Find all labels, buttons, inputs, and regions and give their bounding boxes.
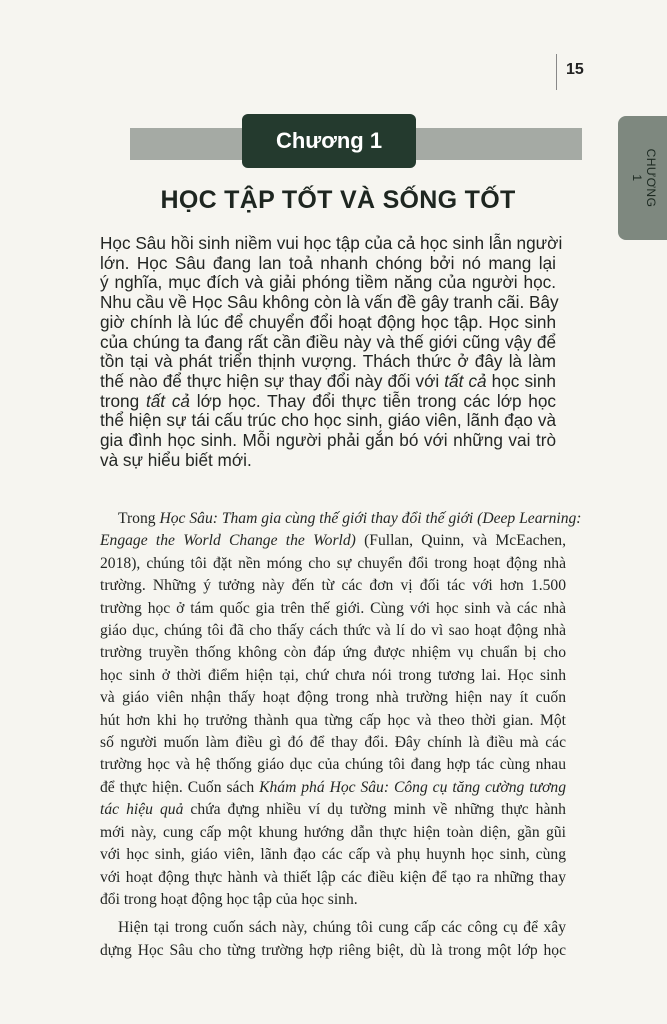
text-run: trường học ở tám quốc gia trên thế giới. Cùng với học sinh và các nhà [100, 599, 566, 617]
text-run: Hiện tại trong cuốn sách này, chúng tôi cung cấp các công cụ để xây [118, 919, 566, 937]
chapter-badge [242, 114, 416, 168]
text-run: thế nào để thực hiện sự thay đổi này đối với [100, 370, 445, 391]
text-line [100, 313, 556, 333]
text-run: chứa đựng nhiều ví dụ tường minh về những thực hành [183, 801, 566, 819]
header-divider [556, 54, 557, 90]
text-run: học sinh ở thời điểm hiện tại, chứ chưa nói trong tương lai. Học sinh [100, 666, 566, 684]
text-line [100, 710, 566, 732]
text-run: đổi trong hoạt động học tập của học sinh. [100, 890, 358, 908]
text-line [100, 799, 566, 821]
text-run: Nhu cầu về Học Sâu không còn là vấn đề gây tranh cãi. Bây [100, 292, 559, 313]
text-run: số người muốn làm điều gì đó để thay đổi. Đây chính là điều mà các [100, 734, 566, 752]
text-run: của chúng ta đang rất cần điều này và thế giới cũng vậy để [100, 331, 556, 352]
text-line [100, 273, 556, 293]
chapter-side-tab-label: CHƯƠNG 1 [630, 148, 658, 208]
italic-text: Khám phá Học Sâu: Công cụ tăng cường tương [259, 778, 566, 796]
text-line [100, 372, 556, 392]
text-run: và sự hiểu biết mới. [100, 449, 252, 470]
text-line [100, 940, 566, 962]
text-run: lớp học. Thay đổi thực tiễn trong các lớp học [189, 390, 557, 411]
text-line [100, 553, 566, 575]
text-run: thể hiện sự tái cấu trúc cho học sinh, giáo viên, lãnh đạo và [100, 410, 556, 431]
text-run: và giáo viên nhận thấy hoạt động trong nhà trường hiện nay ít cuốn [100, 689, 566, 707]
text-line [100, 431, 556, 451]
text-line [100, 575, 566, 597]
text-line [100, 642, 566, 664]
paragraph [100, 508, 582, 911]
text-line [100, 665, 566, 687]
text-run: gia đình học sinh. Mỗi người phải gắn bó với những vai trò [100, 430, 556, 451]
text-run: để thực hiện. Cuốn sách [100, 778, 260, 796]
text-run: (Fullan, Quinn, và McEachen, [355, 532, 566, 550]
chapter-badge-label: Chương 1 [275, 128, 383, 153]
text-line [100, 411, 556, 431]
text-run: ý nghĩa, mục đích và giải phóng tiềm năng của người học. [100, 272, 556, 293]
text-run: hút hơn khi họ trưởng thành qua từng cấp học và theo thời gian. Một [100, 711, 566, 729]
text-line [100, 732, 566, 754]
text-line [100, 777, 566, 799]
text-run: trường truyền thống không còn đáp ứng được nhiệm vụ chuẩn bị cho [100, 644, 566, 662]
text-run: lớn. Học Sâu đang lan toả nhanh chóng bởi nó mang lại [100, 252, 556, 273]
text-run: trường. Những ý tưởng này đến từ các đơn vị đối tác với hơn 1.500 [100, 577, 566, 595]
text-run: học sinh [486, 370, 556, 391]
text-run: tồn tại và phát triển thịnh vượng. Thách thức ở đây là làm [100, 351, 556, 372]
intro-paragraph [100, 233, 563, 470]
text-line [100, 620, 566, 642]
text-line [100, 844, 566, 866]
italic-text: tất cả [444, 370, 487, 391]
text-run: dựng Học Sâu cho từng trường hợp riêng biệt, dù là trong một lớp học [100, 941, 566, 959]
text-line [100, 292, 559, 313]
text-run: giờ chính là lúc để chuyển đổi hoạt động học tập. Học sinh [100, 311, 556, 332]
text-run: với hoạt động thực hành và thiết lập các điều kiện để tạo ra những thay [100, 868, 566, 886]
italic-text: tác hiệu quả [100, 801, 184, 819]
italic-text: Engage the World Change the World) [100, 532, 356, 550]
italic-text: Học Sâu: Tham gia cùng thế giới thay đổi thế giới (Deep Learning: [159, 510, 582, 527]
text-run: 2018), chúng tôi đặt nền móng cho sự chuyển đổi trong hoạt động nhà [100, 554, 566, 572]
text-run: giáo dục, chúng tôi đã cho thấy cách thức và lí do vì sao hoạt động nhà [100, 622, 566, 640]
text-line [100, 867, 566, 889]
text-line [100, 333, 556, 353]
italic-text: tất cả [145, 390, 190, 411]
text-line [100, 352, 556, 372]
text-run: Học Sâu hồi sinh niềm vui học tập của cả học sinh lẫn người [100, 233, 563, 253]
text-line [100, 917, 566, 939]
text-line [100, 598, 566, 620]
text-line [100, 822, 566, 844]
text-line [100, 233, 563, 254]
text-line [100, 451, 556, 471]
paragraph [100, 233, 563, 470]
page-number: 15 [566, 61, 584, 78]
chapter-title: HỌC TẬP TỐT VÀ SỐNG TỐT [160, 186, 516, 214]
text-line [100, 889, 566, 911]
text-run: Trong [118, 510, 160, 527]
paragraph [100, 917, 566, 962]
text-run: mới này, cung cấp một khung hướng dẫn thực hiện toàn diện, gần gũi [100, 823, 566, 841]
text-line [100, 392, 556, 412]
body-text [100, 508, 582, 962]
text-run: với học sinh, giáo viên, lãnh đạo các cấp và phụ huynh học sinh, cùng [100, 846, 566, 864]
text-run: trong [100, 390, 146, 411]
text-line [100, 754, 566, 776]
text-line [100, 508, 582, 530]
text-line [100, 254, 556, 274]
text-line [100, 530, 566, 552]
text-run: trường học và hệ thống giáo dục của chúng tôi đang hợp tác cùng nhau [100, 756, 566, 774]
text-line [100, 687, 566, 709]
